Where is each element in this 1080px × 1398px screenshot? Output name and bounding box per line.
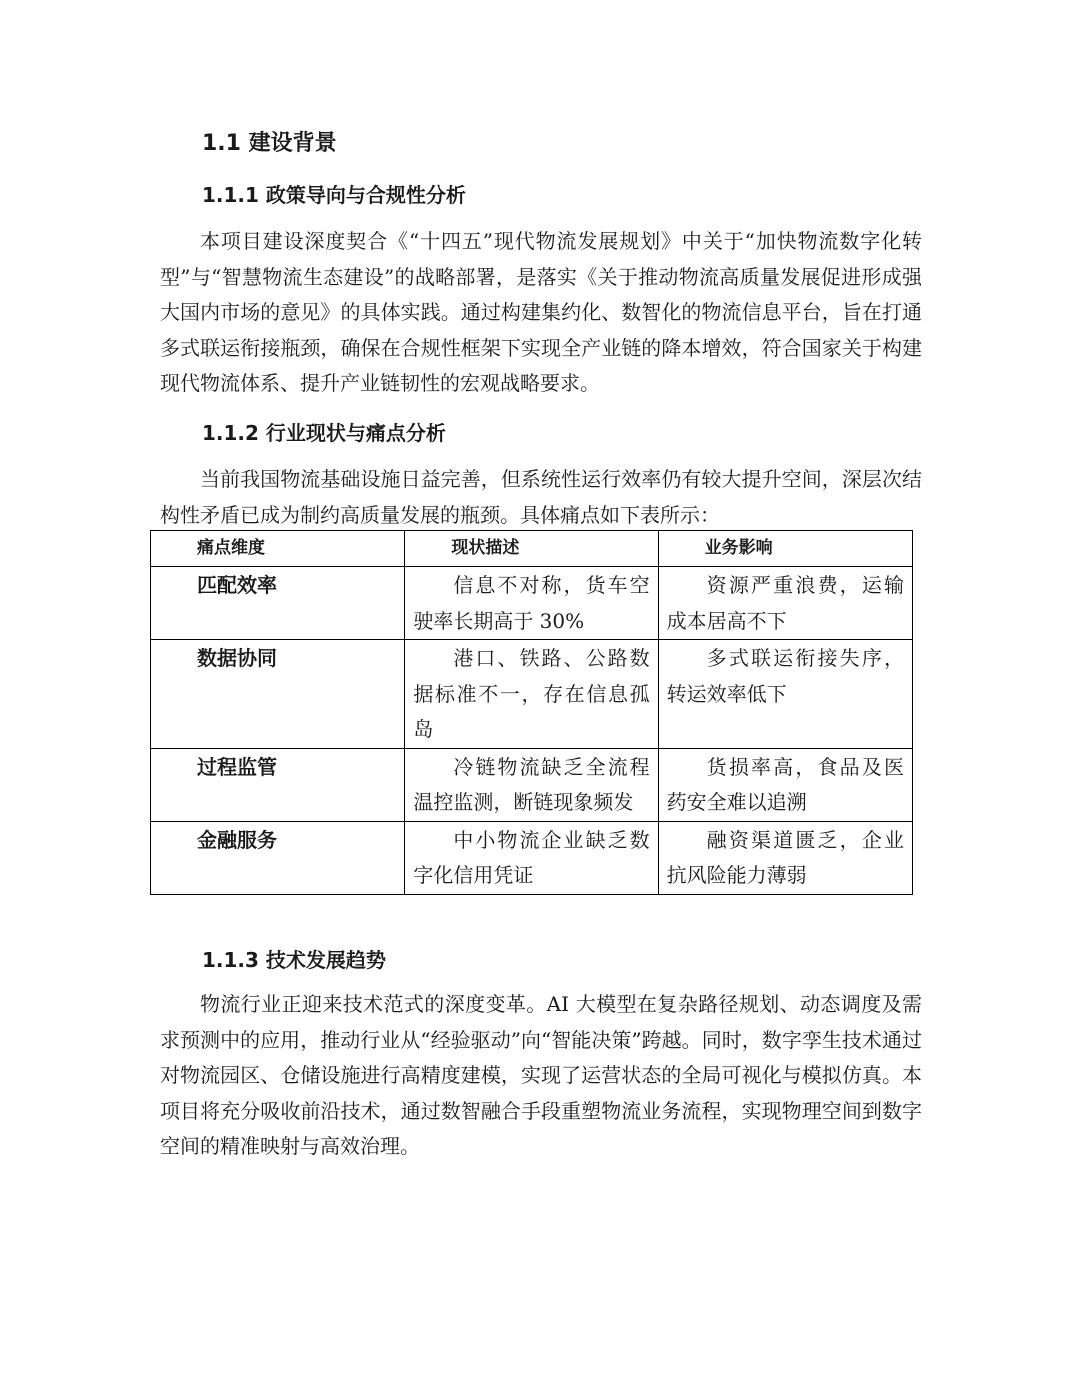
table-row [151, 748, 913, 821]
table-cell-impact: 资源严重浪费，运输成本居高不下 [658, 567, 912, 640]
table-row [151, 640, 913, 749]
table-cell-dimension: 数据协同 [151, 640, 405, 749]
table-cell-dimension: 过程监管 [151, 748, 405, 821]
table-header-impact: 业务影响 [658, 531, 912, 567]
industry-paragraph: 当前我国物流基础设施日益完善，但系统性运行效率仍有较大提升空间，深层次结构性矛盾已成为制约高质量发展的瓶颈。具体痛点如下表所示： [160, 467, 922, 527]
table-header-status: 现状描述 [405, 531, 658, 567]
table-cell-dimension: 金融服务 [151, 821, 405, 894]
table-cell-dimension: 匹配效率 [151, 567, 405, 640]
table-header-dimension: 痛点维度 [151, 531, 405, 567]
policy-paragraph: 本项目建设深度契合《“十四五”现代物流发展规划》中关于“加快物流数字化转型”与“智慧物流生态建设”的战略部署，是落实《关于推动物流高质量发展促进形成强大国内市场的意见》的具体实践。通过构建集约化、数智化的物流信息平台，旨在打通多式联运衔接瓶颈，确保在合规性框架下实现全产业链的降本增效，符合国家关于构建现代物流体系、提升产业链韧性的宏观战略要求。 [160, 229, 922, 395]
subsection-heading-technology: 1.1.3 技术发展趋势 [202, 948, 386, 972]
table-cell-impact: 货损率高，食品及医药安全难以追溯 [658, 748, 912, 821]
table-cell-status: 港口、铁路、公路数据标准不一，存在信息孤岛 [405, 640, 658, 749]
table-cell-impact: 融资渠道匮乏，企业抗风险能力薄弱 [658, 821, 912, 894]
technology-paragraph: 物流行业正迎来技术范式的深度变革。AI 大模型在复杂路径规划、动态调度及需求预测中的应用，推动行业从“经验驱动”向“智能决策”跨越。同时，数字孪生技术通过对物流园区、仓储设施进行高精度建模，实现了运营状态的全局可视化与模拟仿真。本项目将充分吸收前沿技术，通过数智融合手段重塑物流业务流程，实现物理空间到数字空间的精准映射与高效治理。 [160, 992, 922, 1158]
subsection-heading-industry: 1.1.2 行业现状与痛点分析 [202, 421, 446, 445]
table-cell-status: 中小物流企业缺乏数字化信用凭证 [405, 821, 658, 894]
table-row [151, 567, 913, 640]
table-cell-status: 冷链物流缺乏全流程温控监测，断链现象频发 [405, 748, 658, 821]
table-header-row [151, 531, 913, 567]
table-cell-impact: 多式联运衔接失序，转运效率低下 [658, 640, 912, 749]
section-heading: 1.1 建设背景 [202, 131, 337, 156]
pain-points-table [150, 530, 913, 895]
table-row [151, 821, 913, 894]
table-cell-status: 信息不对称，货车空驶率长期高于 30% [405, 567, 658, 640]
subsection-heading-policy: 1.1.1 政策导向与合规性分析 [202, 183, 466, 207]
